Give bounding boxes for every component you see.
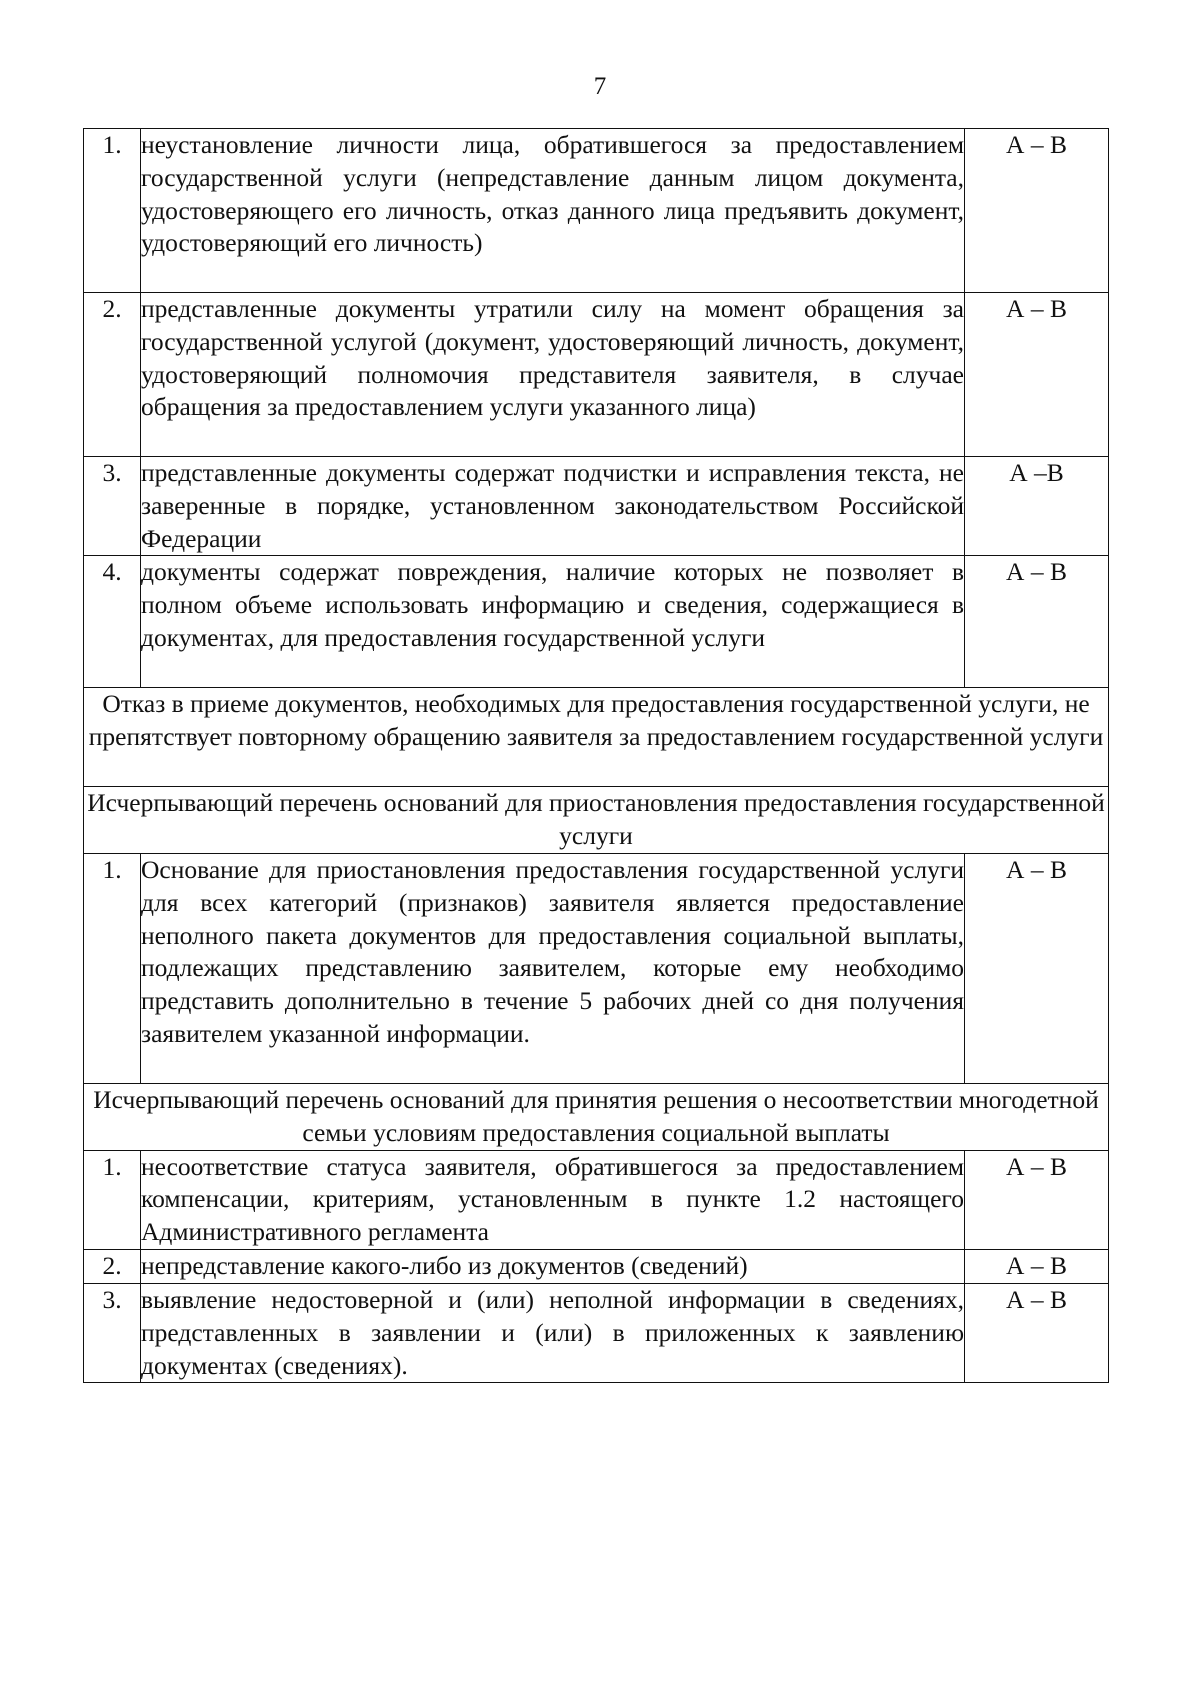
row-code: А – В	[965, 1249, 1109, 1283]
row-code: А –В	[965, 457, 1109, 556]
row-number: 1.	[84, 853, 141, 1083]
row-code: А – В	[965, 1283, 1109, 1382]
row-text: несоответствие статуса заявителя, обратившегося за предоставлением компенсации, критериям, установленным в пункте 1.2 настоящего Административного регламента	[141, 1150, 965, 1249]
refusal-note: Отказ в приеме документов, необходимых для предоставления государственной услуги, не препятствует повторному обращению заявителя за предоставлением государственной услуги	[84, 688, 1109, 787]
section-heading-mismatch: Исчерпывающий перечень оснований для принятия решения о несоответствии многодетной семьи условиям предоставления социальной выплаты	[84, 1083, 1109, 1150]
row-number: 3.	[84, 1283, 141, 1382]
row-number: 3.	[84, 457, 141, 556]
row-text: представленные документы содержат подчистки и исправления текста, не заверенные в порядке, установленном законодательством Российской Федерации	[141, 457, 965, 556]
table-row	[84, 293, 1109, 457]
row-text: неустановление личности лица, обратившегося за предоставлением государственной услуги (непредставление данным лицом документа, удостоверяющего его личность, отказ данного лица предъявить документ, удостоверяющий его личность)	[141, 129, 965, 293]
table-row	[84, 556, 1109, 688]
table-row	[84, 1083, 1109, 1150]
table-row	[84, 853, 1109, 1083]
row-code: А – В	[965, 293, 1109, 457]
row-text: документы содержат повреждения, наличие которых не позволяет в полном объеме использовать информацию и сведения, содержащиеся в документах, для предоставления государственной услуги	[141, 556, 965, 688]
section-heading-suspension: Исчерпывающий перечень оснований для приостановления предоставления государственной услуги	[84, 787, 1109, 854]
row-text: непредставление какого-либо из документов (сведений)	[141, 1249, 965, 1283]
row-text: Основание для приостановления предоставления государственной услуги для всех категорий (признаков) заявителя является предоставление неполного пакета документов для предоставления социальной выплаты, подлежащих представлению заявителем, которые ему необходимо представить дополнительно в течение 5 рабочих дней со дня получения заявителем указанной информации.	[141, 853, 965, 1083]
row-code: А – В	[965, 853, 1109, 1083]
row-code: А – В	[965, 556, 1109, 688]
row-code: А – В	[965, 1150, 1109, 1249]
row-number: 1.	[84, 1150, 141, 1249]
grounds-table	[83, 128, 1109, 1383]
row-code: А – В	[965, 129, 1109, 293]
table-row	[84, 129, 1109, 293]
row-number: 1.	[84, 129, 141, 293]
table-row	[84, 457, 1109, 556]
row-number: 4.	[84, 556, 141, 688]
table-row	[84, 688, 1109, 787]
table-row	[84, 787, 1109, 854]
row-number: 2.	[84, 1249, 141, 1283]
page-number: 7	[593, 73, 607, 100]
table-row	[84, 1283, 1109, 1382]
table-row	[84, 1249, 1109, 1283]
row-text: выявление недостоверной и (или) неполной информации в сведениях, представленных в заявлении и (или) в приложенных к заявлению документах (сведениях).	[141, 1283, 965, 1382]
table-row	[84, 1150, 1109, 1249]
row-text: представленные документы утратили силу на момент обращения за государственной услугой (документ, удостоверяющий личность, документ, удостоверяющий полномочия представителя заявителя, в случае обращения за предоставлением услуги указанного лица)	[141, 293, 965, 457]
row-number: 2.	[84, 293, 141, 457]
